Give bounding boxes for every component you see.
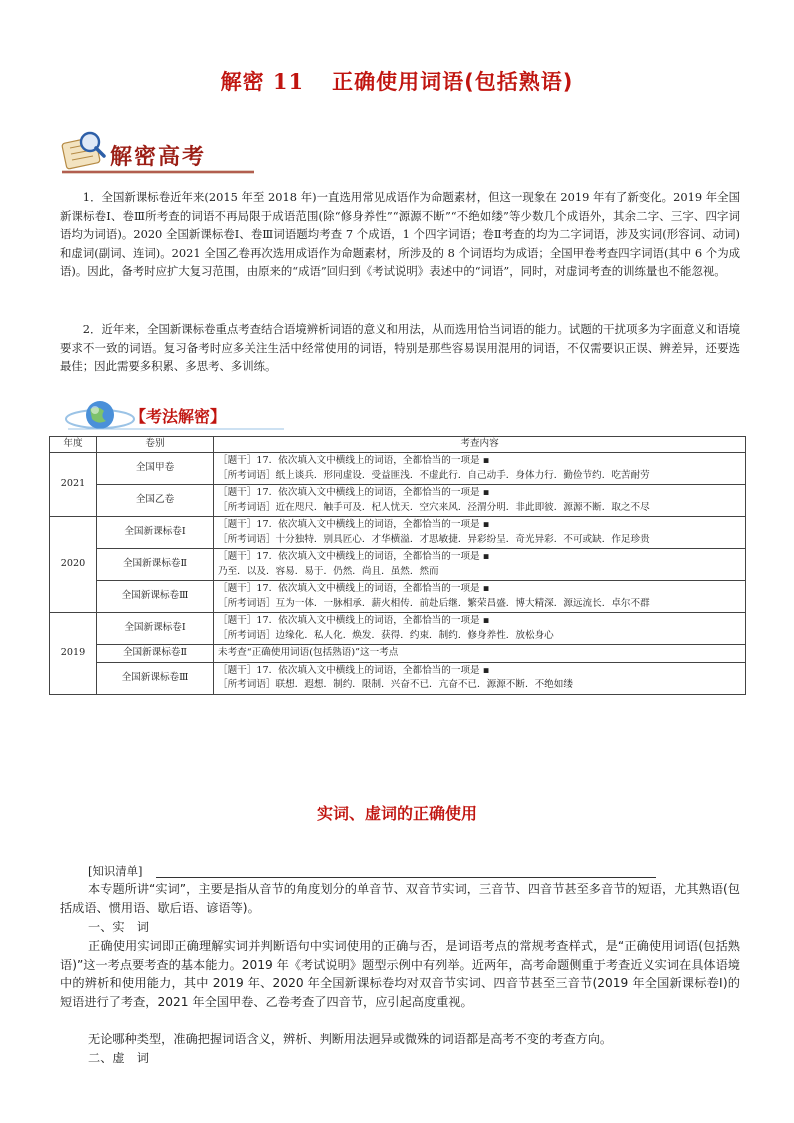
title-text: 正确使用词语(包括熟语) (332, 70, 574, 94)
intro-paragraph-2: 2．近年来，全国新课标卷重点考查结合语境辨析词语的意义和用法，从而选用恰当词语的能力。试题的干扰项多为字面意义和语境要求不一致的词语。复习备考时应多关注生活中经常使用的词语，特别是那些容易误用混用的词语，不仅需要识正误、辨差异，还要选最佳；因此需要多积累、多思考、多训练。 (60, 322, 740, 374)
table-row (50, 549, 746, 581)
volume-cell: 全国新课标卷Ⅰ (97, 613, 214, 645)
section-label: 【考法解密】 (130, 407, 227, 426)
table-row (50, 485, 746, 517)
table-row (50, 581, 746, 613)
table-row (50, 645, 746, 663)
title-number: 解密 11 (220, 69, 305, 94)
heading-shici: 一、实 词 (88, 920, 149, 934)
volume-cell: 全国新课标卷Ⅰ (97, 517, 214, 549)
heading-xuci: 二、虚 词 (88, 1051, 149, 1065)
knowledge-paragraph-3: 无论哪种类型，准确把握词语含义，辨析、判断用法迥异或微殊的词语都是高考不变的考查方向。 (88, 1032, 613, 1046)
content-cell: ［题干］17．依次填入文中横线上的词语，全都恰当的一项是 ▪ ［所考词语］纸上谈兵．形同虚设．受益匪浅．不虚此行．自己动手．身体力行．勤俭节约．吃苦耐劳 (214, 453, 746, 485)
exam-table (49, 436, 746, 695)
subtitle: 实词、虚词的正确使用 (316, 804, 477, 823)
volume-cell: 全国新课标卷Ⅱ (97, 645, 214, 663)
content-cell: ［题干］17．依次填入文中横线上的词语，全都恰当的一项是 ▪ 乃至．以及．容易．易于．仍然．尚且．虽然．然而 (214, 549, 746, 581)
table-row (50, 613, 746, 645)
table-row (50, 517, 746, 549)
content-cell: ［题干］17．依次填入文中横线上的词语，全都恰当的一项是 ▪ ［所考词语］近在咫尺．触手可及．杞人忧天．空穴来风．泾渭分明．非此即彼．源源不断．取之不尽 (214, 485, 746, 517)
year-cell: 2019 (50, 613, 97, 695)
intro-paragraph-1: 1．全国新课标卷近年来(2015 年至 2018 年)一直选用常见成语作为命题素材，但这一现象在 2019 年有了新变化。2019 年全国新课标卷Ⅰ、卷Ⅲ所考查的词语不再局限于成语范围(除“修身养性”“源源不断”“不绝如缕”等少数几个成语外，其余二字、三字、四字词语均为词语)。2020 全国新课标卷Ⅰ、卷Ⅲ词语题均考查 7 个成语，1 个四字词语；卷Ⅱ考查的均为二字词语，涉及实词(形容词、动词)和虚词(副词、连词)。2021 全国乙卷再次选用成语作为命题素材，所涉及的 8 个词语均为成语；全国甲卷考查四字词语(其中 6 个为成语)。因此，备考时应扩大复习范围，由原来的“成语”回归到《考试说明》表述中的“词语”，同时，对虚词考查的训练量也不能忽视。 (60, 190, 740, 279)
knowledge-label: [知识清单] (88, 864, 143, 878)
header-volume: 卷别 (97, 437, 214, 453)
header-content: 考查内容 (214, 437, 746, 453)
content-cell: ［题干］17．依次填入文中横线上的词语，全都恰当的一项是 ▪ ［所考词语］边缘化．私人化．焕发．获得．约束．制约．修身养性．放松身心 (214, 613, 746, 645)
year-cell: 2021 (50, 453, 97, 517)
knowledge-underline (156, 877, 656, 878)
content-cell: ［题干］17．依次填入文中横线上的词语，全都恰当的一项是 ▪ ［所考词语］互为一体．一脉相承．薪火相传．前赴后继．繁荣昌盛．博大精深．源远流长．卓尔不群 (214, 581, 746, 613)
table-row (50, 453, 746, 485)
volume-cell: 全国新课标卷Ⅲ (97, 581, 214, 613)
table-row (50, 662, 746, 694)
volume-cell: 全国甲卷 (97, 453, 214, 485)
knowledge-paragraph-1: 本专题所讲“实词”，主要是指从音节的角度划分的单音节、双音节实词，三音节、四音节甚至多音节的短语，尤其熟语(包括成语、惯用语、歇后语、谚语等)。 (60, 882, 740, 915)
table-header-row (50, 437, 746, 453)
content-cell: ［题干］17．依次填入文中横线上的词语，全都恰当的一项是 ▪ ［所考词语］十分独特．别具匠心．才华横溢．才思敏捷．异彩纷呈．奇光异彩．不可或缺．作足珍贵 (214, 517, 746, 549)
volume-cell: 全国新课标卷Ⅲ (97, 662, 214, 694)
volume-cell: 全国乙卷 (97, 485, 214, 517)
content-cell: ［题干］17．依次填入文中横线上的词语，全都恰当的一项是 ▪ ［所考词语］联想．遐想．制约．限制．兴奋不已．亢奋不已．源源不断．不绝如缕 (214, 662, 746, 694)
knowledge-paragraph-2: 正确使用实词即正确理解实词并判断语句中实词使用的正确与否，是词语考点的常规考查样式，是“正确使用词语(包括熟语)”这一考点要考查的基本能力。2019 年《考试说明》题型示例中有列举。近两年，高考命题侧重于考查近义实词在具体语境中的辨析和使用能力，其中 2019 年、2020 年全国新课标卷均对双音节实词、四音节甚至三音节(2019 年全国新课标卷Ⅰ)的短语进行了考查，2021 年全国甲卷、乙卷考查了四音节，应引起高度重视。 (60, 939, 740, 1010)
header-year: 年度 (50, 437, 97, 453)
content-cell: 未考查“正确使用词语(包括熟语)”这一考点 (214, 645, 746, 663)
page-title (0, 66, 794, 96)
volume-cell: 全国新课标卷Ⅱ (97, 549, 214, 581)
year-cell: 2020 (50, 517, 97, 613)
banner-label: 解密高考 (110, 145, 207, 170)
